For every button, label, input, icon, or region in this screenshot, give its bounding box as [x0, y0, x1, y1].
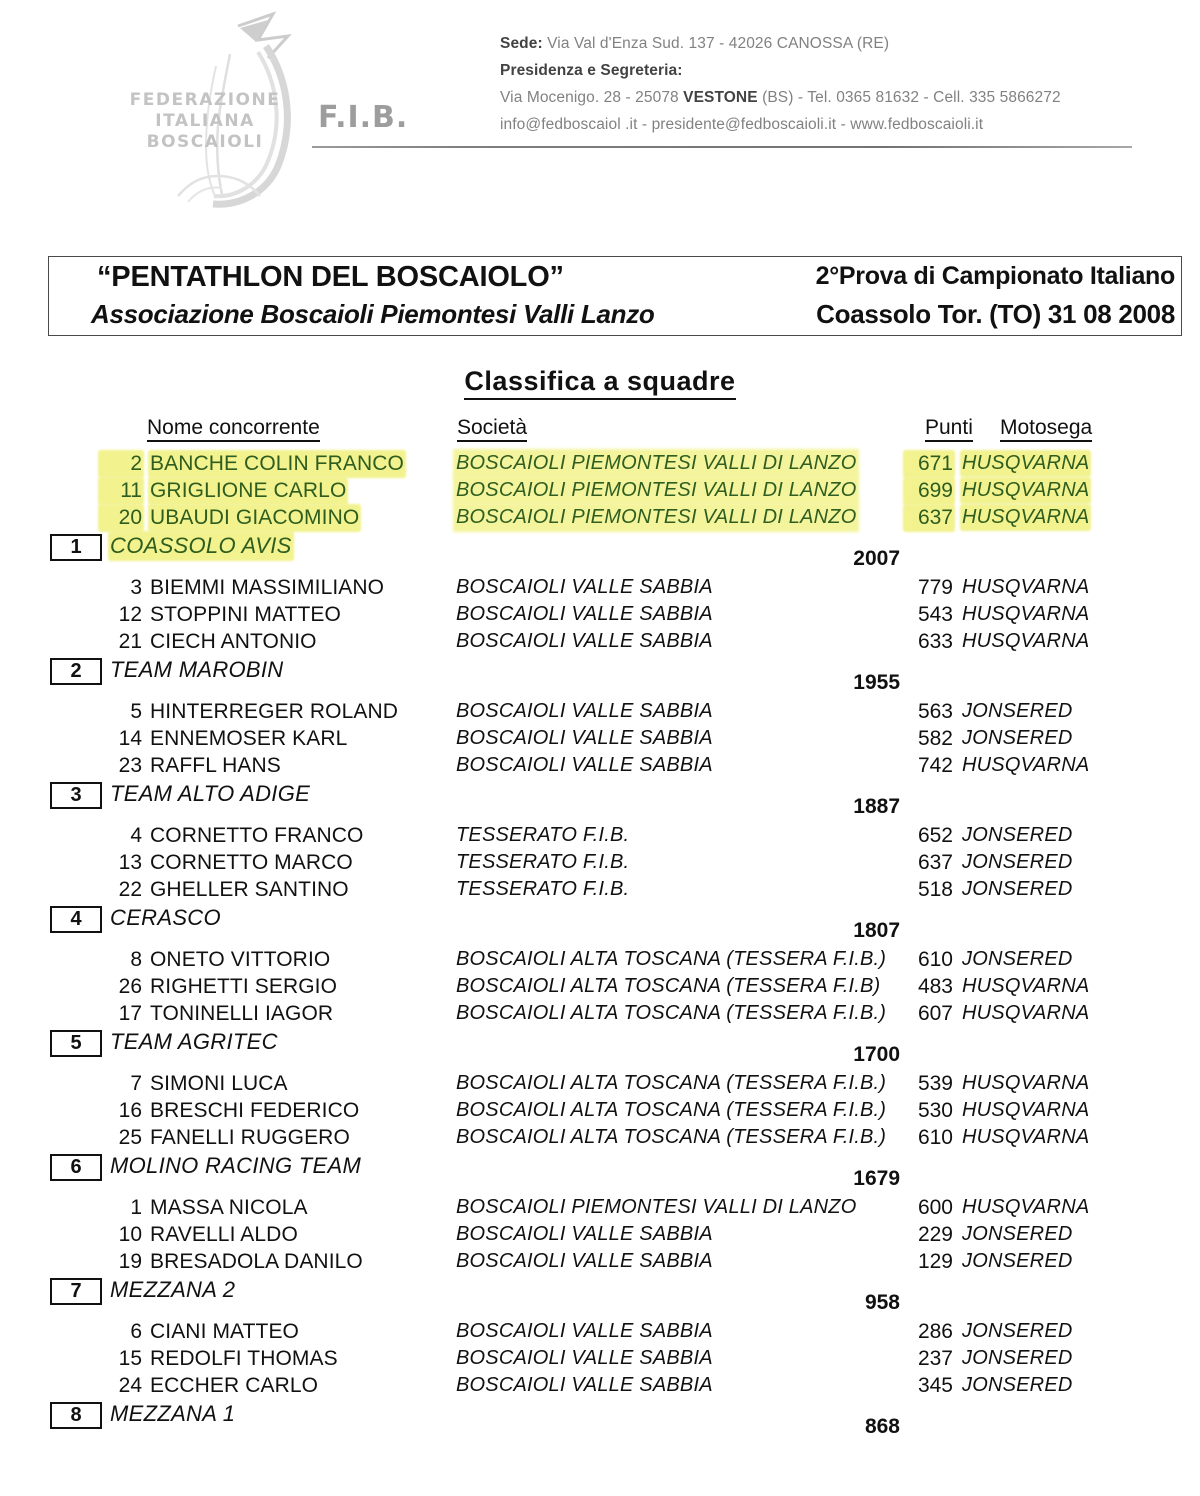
- team-summary-row: [0, 905, 1200, 945]
- member-chainsaw-brand: HUSQVARNA: [962, 630, 1090, 652]
- contact-presidenza-label: Presidenza e Segreteria:: [500, 62, 683, 79]
- team-name: CERASCO: [110, 905, 221, 930]
- member-chainsaw-brand: HUSQVARNA: [962, 603, 1090, 625]
- team-summary-row: [0, 1153, 1200, 1193]
- team-name: TEAM AGRITEC: [110, 1029, 278, 1054]
- member-bib-number: 7: [130, 1072, 142, 1095]
- member-points: 237: [917, 1347, 953, 1370]
- table-row: [0, 452, 1200, 479]
- team-block: [0, 1196, 1200, 1320]
- member-society: BOSCAIOLI VALLE SABBIA: [456, 1374, 713, 1396]
- contact-line-email: info@fedboscaiol .it - presidente@fedboscaioli.it - www.fedboscaioli.it: [500, 116, 984, 133]
- member-chainsaw-brand: JONSERED: [962, 1223, 1073, 1245]
- member-bib-number: 12: [118, 603, 142, 626]
- column-header-society: [457, 416, 527, 440]
- column-header-points: [925, 416, 973, 440]
- member-bib-number: 6: [130, 1320, 142, 1343]
- member-points: 607: [917, 1002, 953, 1025]
- table-row: [0, 1196, 1200, 1223]
- fib-logo-wordmark: [120, 90, 290, 153]
- team-summary-row: [0, 1277, 1200, 1317]
- member-name: BANCHE COLIN FRANCO: [150, 452, 404, 475]
- table-row: [0, 975, 1200, 1002]
- team-block: [0, 1320, 1200, 1444]
- member-name: FANELLI RUGGERO: [150, 1126, 350, 1149]
- member-bib-number: 22: [118, 878, 142, 901]
- member-society: BOSCAIOLI VALLE SABBIA: [456, 1250, 713, 1272]
- member-bib-number: 26: [118, 975, 142, 998]
- member-points: 652: [917, 824, 953, 847]
- table-row: [0, 948, 1200, 975]
- team-rank-badge: 3: [50, 782, 102, 809]
- member-society: BOSCAIOLI ALTA TOSCANA (TESSERA F.I.B.): [456, 1002, 887, 1024]
- team-summary-row: [0, 1401, 1200, 1441]
- member-bib-number: 8: [130, 948, 142, 971]
- federation-contact-block: [500, 30, 1150, 138]
- event-title-box: [48, 256, 1182, 336]
- member-name: TONINELLI IAGOR: [150, 1002, 334, 1025]
- member-society: BOSCAIOLI VALLE SABBIA: [456, 754, 713, 776]
- member-name: REDOLFI THOMAS: [150, 1347, 338, 1370]
- member-name: CIECH ANTONIO: [150, 630, 317, 653]
- team-summary-row: [0, 781, 1200, 821]
- member-name: BIEMMI MASSIMILIANO: [150, 576, 385, 599]
- team-total-points: 1955: [853, 671, 900, 694]
- member-points: 699: [905, 479, 953, 503]
- table-row: [0, 576, 1200, 603]
- member-chainsaw-brand: HUSQVARNA: [962, 1099, 1090, 1121]
- member-society: BOSCAIOLI VALLE SABBIA: [456, 700, 713, 722]
- member-bib-number: 15: [118, 1347, 142, 1370]
- member-points: 129: [917, 1250, 953, 1273]
- event-title-row-top: [49, 261, 1181, 299]
- table-row: [0, 754, 1200, 781]
- member-society: BOSCAIOLI ALTA TOSCANA (TESSERA F.I.B.): [456, 1126, 887, 1148]
- member-chainsaw-brand: HUSQVARNA: [962, 1126, 1090, 1148]
- member-bib-number: 19: [118, 1250, 142, 1273]
- column-header-points-text: Punti: [925, 416, 973, 442]
- member-points: 637: [917, 851, 953, 874]
- event-title-row-bottom: [49, 299, 1181, 335]
- table-row: [0, 1223, 1200, 1250]
- table-row: [0, 1072, 1200, 1099]
- table-row: [0, 506, 1200, 533]
- member-bib-number: 1: [130, 1196, 142, 1219]
- member-points: 637: [905, 506, 953, 530]
- member-chainsaw-brand: HUSQVARNA: [962, 754, 1090, 776]
- member-name: RAFFL HANS: [150, 754, 281, 777]
- member-name: SIMONI LUCA: [150, 1072, 288, 1095]
- member-points: 543: [917, 603, 953, 626]
- logo-word-2: ITALIANA: [155, 111, 255, 131]
- member-points: 483: [917, 975, 953, 998]
- column-header-society-text: Società: [457, 416, 527, 442]
- member-chainsaw-brand: HUSQVARNA: [962, 1072, 1090, 1094]
- member-points: 345: [917, 1374, 953, 1397]
- contact-line-address: [500, 84, 1150, 111]
- member-chainsaw-brand: HUSQVARNA: [962, 1002, 1090, 1024]
- table-row: [0, 1320, 1200, 1347]
- member-chainsaw-brand: HUSQVARNA: [962, 506, 1090, 528]
- member-chainsaw-brand: HUSQVARNA: [962, 975, 1090, 997]
- team-total-points: 868: [864, 1415, 900, 1438]
- page-title: [0, 366, 1200, 397]
- column-header-name-text: Nome concorrente: [147, 416, 320, 442]
- member-society: TESSERATO F.I.B.: [456, 878, 630, 900]
- member-name: GRIGLIONE CARLO: [150, 479, 347, 502]
- member-points: 610: [917, 948, 953, 971]
- table-row: [0, 1099, 1200, 1126]
- member-society: BOSCAIOLI ALTA TOSCANA (TESSERA F.I.B.): [456, 1099, 887, 1121]
- member-chainsaw-brand: JONSERED: [962, 700, 1073, 722]
- member-name: CORNETTO MARCO: [150, 851, 353, 874]
- member-name: ECCHER CARLO: [150, 1374, 319, 1397]
- member-bib-number: 21: [118, 630, 142, 653]
- team-total-points: 1700: [853, 1043, 900, 1066]
- member-points: 530: [917, 1099, 953, 1122]
- member-name: RIGHETTI SERGIO: [150, 975, 338, 998]
- member-name: BRESADOLA DANILO: [150, 1250, 363, 1273]
- team-summary-row: [0, 533, 1200, 573]
- member-bib-number: 5: [130, 700, 142, 723]
- member-chainsaw-brand: JONSERED: [962, 1250, 1073, 1272]
- member-bib-number: 23: [118, 754, 142, 777]
- member-bib-number: 2: [100, 452, 142, 476]
- member-name: RAVELLI ALDO: [150, 1223, 298, 1246]
- contact-sede-value: Via Val d'Enza Sud. 137 - 42026 CANOSSA (RE): [547, 35, 890, 52]
- document-header: [0, 0, 1200, 240]
- member-bib-number: 20: [100, 506, 142, 530]
- member-points: 286: [917, 1320, 953, 1343]
- member-name: ENNEMOSER KARL: [150, 727, 348, 750]
- header-divider: [312, 146, 1132, 148]
- page-title-text: Classifica a squadre: [464, 366, 735, 400]
- member-chainsaw-brand: HUSQVARNA: [962, 479, 1090, 501]
- member-points: 582: [917, 727, 953, 750]
- member-chainsaw-brand: JONSERED: [962, 1374, 1073, 1396]
- contact-line-presidenza: [500, 57, 1150, 84]
- team-standings-list: [0, 452, 1200, 1444]
- member-society: BOSCAIOLI VALLE SABBIA: [456, 576, 713, 598]
- team-name: MEZZANA 1: [110, 1401, 236, 1426]
- member-bib-number: 16: [118, 1099, 142, 1122]
- team-rank-badge: 5: [50, 1030, 102, 1057]
- team-rank-badge: 8: [50, 1402, 102, 1429]
- member-society: BOSCAIOLI VALLE SABBIA: [456, 1223, 713, 1245]
- event-name: “PENTATHLON DEL BOSCAIOLO”: [97, 261, 564, 293]
- member-points: 563: [917, 700, 953, 723]
- member-points: 600: [917, 1196, 953, 1219]
- table-row: [0, 479, 1200, 506]
- team-rank-badge: 1: [50, 534, 102, 561]
- member-points: 229: [917, 1223, 953, 1246]
- table-row: [0, 824, 1200, 851]
- member-bib-number: 17: [118, 1002, 142, 1025]
- member-points: 610: [917, 1126, 953, 1149]
- member-society: BOSCAIOLI PIEMONTESI VALLI DI LANZO: [456, 1196, 857, 1218]
- team-name: MOLINO RACING TEAM: [110, 1153, 362, 1178]
- member-bib-number: 14: [118, 727, 142, 750]
- member-bib-number: 3: [130, 576, 142, 599]
- team-summary-row: [0, 1029, 1200, 1069]
- team-total-points: 1807: [853, 919, 900, 942]
- team-block: [0, 948, 1200, 1072]
- event-stage: 2°Prova di Campionato Italiano: [815, 262, 1175, 290]
- member-chainsaw-brand: JONSERED: [962, 1347, 1073, 1369]
- member-name: MASSA NICOLA: [150, 1196, 308, 1219]
- member-society: BOSCAIOLI VALLE SABBIA: [456, 603, 713, 625]
- member-name: HINTERREGER ROLAND: [150, 700, 398, 723]
- team-block: [0, 452, 1200, 576]
- table-row: [0, 1002, 1200, 1029]
- member-chainsaw-brand: JONSERED: [962, 948, 1073, 970]
- logo-word-1: FEDERAZIONE: [129, 90, 281, 110]
- table-row: [0, 1250, 1200, 1277]
- member-bib-number: 13: [118, 851, 142, 874]
- team-rank-badge: 2: [50, 658, 102, 685]
- member-points: 742: [917, 754, 953, 777]
- team-rank-badge: 4: [50, 906, 102, 933]
- member-bib-number: 11: [100, 479, 142, 503]
- team-total-points: 2007: [853, 547, 900, 570]
- member-chainsaw-brand: HUSQVARNA: [962, 452, 1090, 474]
- table-row: [0, 630, 1200, 657]
- contact-sede-label: Sede:: [500, 35, 543, 52]
- table-row: [0, 1374, 1200, 1401]
- team-total-points: 1679: [853, 1167, 900, 1190]
- member-name: GHELLER SANTINO: [150, 878, 349, 901]
- table-row: [0, 1126, 1200, 1153]
- team-rank-badge: 7: [50, 1278, 102, 1305]
- column-header-chainsaw: [1000, 416, 1092, 440]
- member-society: BOSCAIOLI PIEMONTESI VALLI DI LANZO: [456, 452, 857, 474]
- member-society: BOSCAIOLI VALLE SABBIA: [456, 1347, 713, 1369]
- contact-address-part2: (BS) - Tel. 0365 81632 - Cell. 335 5866272: [757, 89, 1061, 106]
- table-row: [0, 727, 1200, 754]
- table-row: [0, 700, 1200, 727]
- member-society: BOSCAIOLI ALTA TOSCANA (TESSERA F.I.B.): [456, 948, 887, 970]
- member-points: 539: [917, 1072, 953, 1095]
- fib-acronym: F.I.B.: [318, 100, 409, 135]
- member-society: BOSCAIOLI PIEMONTESI VALLI DI LANZO: [456, 506, 857, 528]
- contact-line-sede: [500, 30, 1150, 57]
- team-block: [0, 1072, 1200, 1196]
- event-location-date: Coassolo Tor. (TO) 31 08 2008: [816, 299, 1175, 329]
- member-society: BOSCAIOLI VALLE SABBIA: [456, 1320, 713, 1342]
- contact-address-part1: Via Mocenigo. 28 - 25078: [500, 89, 684, 106]
- member-name: STOPPINI MATTEO: [150, 603, 341, 626]
- team-summary-row: [0, 657, 1200, 697]
- team-name: TEAM ALTO ADIGE: [110, 781, 311, 806]
- team-name: MEZZANA 2: [110, 1277, 236, 1302]
- member-name: ONETO VITTORIO: [150, 948, 331, 971]
- member-society: BOSCAIOLI PIEMONTESI VALLI DI LANZO: [456, 479, 857, 501]
- member-society: BOSCAIOLI VALLE SABBIA: [456, 727, 713, 749]
- results-column-headers: [0, 416, 1200, 442]
- member-name: BRESCHI FEDERICO: [150, 1099, 360, 1122]
- member-points: 633: [917, 630, 953, 653]
- member-chainsaw-brand: JONSERED: [962, 878, 1073, 900]
- column-header-name: [147, 416, 320, 440]
- table-row: [0, 1347, 1200, 1374]
- member-points: 671: [905, 452, 953, 476]
- member-society: TESSERATO F.I.B.: [456, 824, 630, 846]
- member-society: BOSCAIOLI ALTA TOSCANA (TESSERA F.I.B): [456, 975, 881, 997]
- table-row: [0, 603, 1200, 630]
- member-points: 518: [917, 878, 953, 901]
- member-society: BOSCAIOLI VALLE SABBIA: [456, 630, 713, 652]
- member-bib-number: 4: [130, 824, 142, 847]
- member-chainsaw-brand: JONSERED: [962, 851, 1073, 873]
- member-bib-number: 10: [118, 1223, 142, 1246]
- team-name: COASSOLO AVIS: [110, 533, 292, 558]
- team-name: TEAM MAROBIN: [110, 657, 284, 682]
- team-block: [0, 576, 1200, 700]
- table-row: [0, 851, 1200, 878]
- member-society: TESSERATO F.I.B.: [456, 851, 630, 873]
- member-chainsaw-brand: JONSERED: [962, 727, 1073, 749]
- member-name: CIANI MATTEO: [150, 1320, 299, 1343]
- table-row: [0, 878, 1200, 905]
- member-chainsaw-brand: JONSERED: [962, 1320, 1073, 1342]
- fib-axe-logo: [118, 6, 318, 218]
- team-total-points: 958: [864, 1291, 900, 1314]
- member-name: CORNETTO FRANCO: [150, 824, 364, 847]
- member-chainsaw-brand: HUSQVARNA: [962, 576, 1090, 598]
- member-points: 779: [917, 576, 953, 599]
- member-bib-number: 24: [118, 1374, 142, 1397]
- member-society: BOSCAIOLI ALTA TOSCANA (TESSERA F.I.B.): [456, 1072, 887, 1094]
- team-total-points: 1887: [853, 795, 900, 818]
- member-chainsaw-brand: JONSERED: [962, 824, 1073, 846]
- member-chainsaw-brand: HUSQVARNA: [962, 1196, 1090, 1218]
- member-bib-number: 25: [118, 1126, 142, 1149]
- contact-address-city: VESTONE: [683, 89, 758, 106]
- team-rank-badge: 6: [50, 1154, 102, 1181]
- team-block: [0, 700, 1200, 824]
- column-header-chainsaw-text: Motosega: [1000, 416, 1092, 442]
- logo-word-3: BOSCAIOLI: [146, 132, 264, 152]
- team-block: [0, 824, 1200, 948]
- event-organizer: Associazione Boscaioli Piemontesi Valli Lanzo: [91, 299, 655, 329]
- member-name: UBAUDI GIACOMINO: [150, 506, 360, 529]
